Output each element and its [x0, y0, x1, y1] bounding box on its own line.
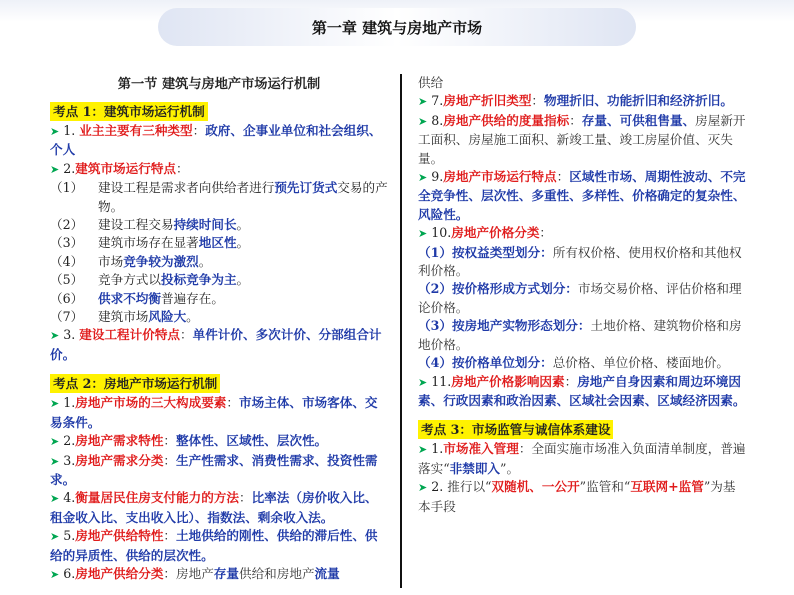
- arrow-icon: ➤: [50, 397, 60, 411]
- arrow-icon: ➤: [50, 530, 60, 544]
- kp2-block: [50, 374, 388, 584]
- kp2-item-10: ➤ 10.房地产价格分类：: [418, 225, 552, 241]
- arrow-icon: ➤: [418, 481, 428, 495]
- chapter-header: [158, 8, 636, 46]
- kp2-item-1: ➤ 1.房地产市场的三大构成要素：市场主体、市场客体、交易条件。: [50, 395, 378, 430]
- kp1-item-2: ➤ 2.建筑市场运行特点：: [50, 160, 189, 176]
- kp1-sub-4: （4） 市场竞争较为激烈。: [50, 253, 212, 269]
- chapter-title: 第一章 建筑与房地产市场: [311, 18, 483, 37]
- right-column: [418, 74, 748, 516]
- price-sub-2: （2）按价格形成方式划分：市场交易价格、评估价格和理论价格。: [418, 281, 742, 315]
- arrow-icon: ➤: [50, 492, 60, 506]
- arrow-icon: ➤: [418, 114, 428, 128]
- kp1-title: 考点 1：建筑市场运行机制: [50, 102, 208, 121]
- kp1-item-1: ➤ 1. 业主主要有三种类型：政府、企事业单位和社会组织、个人: [50, 123, 382, 158]
- kp2-item-7: ➤ 7.房地产折旧类型：物理折旧、功能折旧和经济折旧。: [418, 93, 733, 109]
- arrow-icon: ➤: [50, 567, 60, 581]
- kp2-item-6-cont: 供给: [418, 75, 444, 90]
- arrow-icon: ➤: [50, 125, 60, 138]
- price-sub-4: （4）按价格单位划分：总价格、单位价格、楼面地价。: [418, 355, 730, 371]
- kp1-sub-3: （3） 建筑市场存在显著地区性。: [50, 235, 250, 251]
- kp1-sub-5: （5） 竞争方式以投标竞争为主。: [50, 272, 250, 288]
- kp2-item-2: ➤ 2.房地产需求特性：整体性、区域性、层次性。: [50, 433, 328, 449]
- kp1-sub-6: （6） 供求不均衡普遍存在。: [50, 290, 224, 306]
- price-sub-1: （1）按权益类型划分：所有权价格、使用权价格和其他权利价格。: [418, 244, 742, 279]
- arrow-icon: ➤: [50, 162, 60, 176]
- arrow-icon: ➤: [50, 435, 60, 449]
- kp2-item-3: ➤ 3.房地产需求分类：生产性需求、消费性需求、投资性需求。: [50, 452, 378, 487]
- kp1-sub-2: （2） 建设工程交易持续时间长。: [50, 217, 250, 233]
- kp1-item-3: ➤ 3. 建设工程计价特点：单件计价、多次计价、分部组合计价。: [50, 327, 382, 362]
- kp3-block: [418, 420, 748, 516]
- column-divider: [400, 74, 402, 588]
- kp1-sub-1: （1） 建设工程是需求者向供给者进行预先订货式交易的产物。: [50, 180, 388, 214]
- kp3-item-2: ➤ 2. 推行以“双随机、一公开”监管和“互联网+监管”为基本手段: [418, 479, 736, 514]
- arrow-icon: ➤: [418, 227, 428, 241]
- kp2-item-8: ➤ 8.房地产供给的度量指标：存量、可供租售量、房屋新开工面积、房屋施工面积、新竣工量、竣工房屋价值、灭失量。: [418, 112, 746, 166]
- left-column: [50, 74, 388, 584]
- kp2-item-9: ➤ 9.房地产市场运行特点：区域性市场、周期性波动、不完全竞争性、层次性、多重性、多样性、价格确定的复杂性、风险性。: [418, 169, 746, 222]
- kp3-item-1: ➤ 1.市场准入管理：全面实施市场准入负面清单制度，普遍落实“非禁即入”。: [418, 441, 746, 476]
- arrow-icon: ➤: [50, 454, 60, 468]
- arrow-icon: ➤: [418, 375, 428, 389]
- arrow-icon: ➤: [418, 171, 428, 185]
- price-sub-3: （3）按房地产实物形态划分：土地价格、建筑物价格和房地价格。: [418, 318, 742, 352]
- kp3-title: 考点 3：市场监管与诚信体系建设: [418, 420, 613, 439]
- kp1-sub-7: （7） 建筑市场风险大。: [50, 309, 199, 325]
- arrow-icon: ➤: [418, 95, 428, 109]
- section-title: 第一节 建筑与房地产市场运行机制: [117, 77, 321, 92]
- arrow-icon: ➤: [50, 329, 60, 343]
- kp2-title: 考点 2：房地产市场运行机制: [50, 374, 220, 393]
- kp2-item-6: ➤ 6.房地产供给分类：房地产存量供给和房地产流量: [50, 565, 340, 581]
- kp1-block: [50, 102, 388, 364]
- arrow-icon: ➤: [418, 443, 428, 457]
- kp2-item-4: ➤ 4.衡量居民住房支付能力的方法：比率法（房价收入比、租金收入比、支出收入比）、指数法、剩余收入法。: [50, 490, 378, 525]
- kp2-item-11: ➤ 11.房地产价格影响因素：房地产自身因素和周边环境因素、行政因素和政治因素、区域社会因素、区域经济因素。: [418, 373, 746, 408]
- kp2-item-5: ➤ 5.房地产供给特性：土地供给的刚性、供给的滞后性、供给的异质性、供给的层次性。: [50, 528, 378, 563]
